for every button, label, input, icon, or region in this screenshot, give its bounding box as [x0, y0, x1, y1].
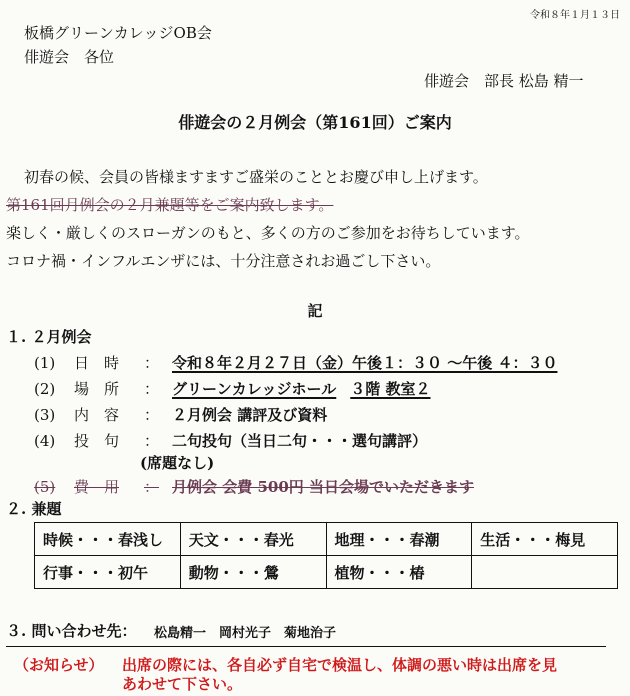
document-date: 令和８年１月１３日: [530, 10, 620, 21]
notice-line2: あわせて下さい。: [122, 675, 243, 693]
recipient-org: 板橋グリーンカレッジOB会: [24, 24, 212, 42]
section2-heading: ２. 兼題: [6, 500, 62, 518]
sender: 俳遊会 部長 松島 精一: [424, 72, 584, 90]
divider: [6, 646, 606, 647]
item-value-hall: グリーンカレッジホール: [172, 380, 337, 398]
item-submission: [34, 430, 427, 451]
table-cell: 天文・・・春光: [180, 523, 326, 556]
table-cell: 行事・・・初午: [35, 556, 181, 589]
item-content: [34, 404, 327, 425]
item-value: 月例会 会費 500円 当日会場でいただきます: [172, 478, 474, 496]
slogan-line: 楽しく・厳しくのスローガンのもと、多くの方のご参加をお待ちしています。: [6, 224, 530, 242]
table-row: [35, 523, 618, 556]
table-row: [35, 556, 618, 589]
item-label: 内 容: [74, 406, 120, 424]
notice: [14, 656, 624, 694]
page-title: 俳遊会の２月例会（第161回）ご案内: [178, 113, 452, 132]
recipient-group: 俳遊会 各位: [24, 48, 115, 66]
item-number: (3): [34, 406, 56, 424]
item-colon: ：: [144, 354, 160, 372]
section3-heading: ３. 問い合わせ先：: [6, 622, 137, 640]
item-label: 日 時: [74, 354, 120, 372]
table-cell: 生活・・・梅見: [472, 523, 618, 556]
table-cell: [472, 556, 618, 589]
item-colon: ：: [144, 406, 160, 424]
contact-names: 松島精一 岡村光子 菊地治子: [154, 626, 337, 641]
item-location: [34, 378, 431, 399]
item-colon: ：: [144, 478, 160, 496]
item-value: 二句投句（当日二句・・・選句講評）: [172, 432, 428, 450]
caution-line: コロナ禍・インフルエンザには、十分注意されお過ごし下さい。: [6, 252, 441, 270]
notice-line1: 出席の際には、各自必ず自宅で検温し、体調の悪い時は出席を見: [122, 656, 558, 674]
item-label: 費 用: [74, 478, 120, 496]
item-value: ２月例会 講評及び資料: [172, 406, 328, 424]
item-value-room: ３階 教室２: [350, 380, 431, 398]
table-cell: 時候・・・春浅し: [35, 523, 181, 556]
notice-label: （お知らせ）: [14, 656, 104, 674]
item-label: 場 所: [74, 380, 120, 398]
item-number: (2): [34, 380, 56, 398]
item-colon: ：: [144, 432, 160, 450]
ki-heading: 記: [307, 302, 323, 320]
item-submission-note: (席題なし): [140, 454, 215, 472]
item-number: (5): [34, 478, 56, 496]
kendai-table: [34, 522, 618, 589]
item-number: (1): [34, 354, 56, 372]
greeting-line: 初春の候、会員の皆様ますますご盛栄のこととお慶び申し上げます。: [24, 168, 488, 186]
table-cell: 植物・・・椿: [326, 556, 472, 589]
table-cell: 動物・・・鶯: [180, 556, 326, 589]
item-label: 投 句: [74, 432, 120, 450]
item-number: (4): [34, 432, 56, 450]
item-fee: [34, 476, 474, 497]
item-value: 令和８年２月２７日（金）午後１：３０ ～午後 ４：３０: [172, 354, 558, 372]
section1-heading: １. ２月例会: [6, 328, 92, 346]
guidance-line: 第161回月例会の２月兼題等をご案内致します。: [6, 196, 334, 214]
item-colon: ：: [144, 380, 160, 398]
item-datetime: [34, 352, 557, 373]
table-cell: 地理・・・春潮: [326, 523, 472, 556]
